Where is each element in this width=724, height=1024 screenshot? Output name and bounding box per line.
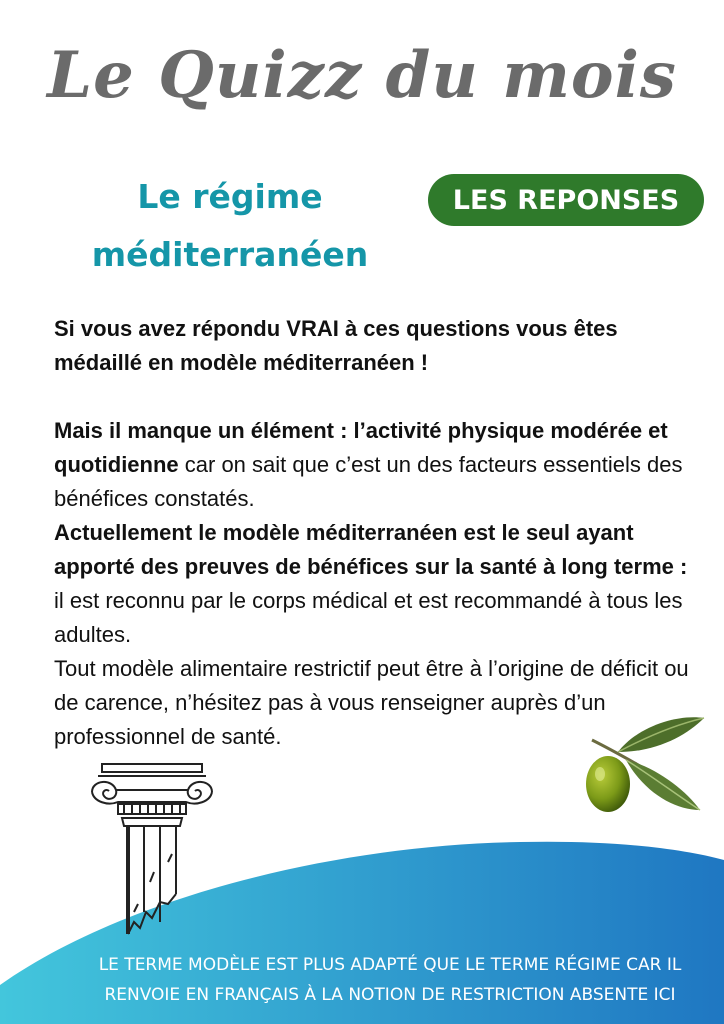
ionic-column-illustration <box>88 762 218 942</box>
answers-badge: LES REPONSES <box>428 174 704 226</box>
page-title: Le Quizz du mois <box>47 38 677 113</box>
subtitle-line-1: Le régime <box>137 177 323 216</box>
paragraph-3-bold: Actuellement le modèle méditerranéen est le seul ayant apporté des preuves de bénéfices sur la santé à long terme : <box>54 520 688 579</box>
footer-note <box>60 950 720 1010</box>
paragraph-3-rest: il est reconnu par le corps médical et est recommandé à tous les adultes. <box>54 588 683 647</box>
subtitle-line-2: méditerranéen <box>91 235 369 274</box>
olive-branch-illustration <box>578 706 718 826</box>
paragraph-2-bold: Mais il manque un élément : l’activité physique modérée et quotidienne <box>54 418 668 477</box>
paragraph-1-bold: Si vous avez répondu VRAI à ces questions vous êtes médaillé en modèle méditerranéen ! <box>54 316 618 375</box>
footer-line-2: RENVOIE EN FRANÇAIS À LA NOTION DE RESTRICTION ABSENTE ICI <box>104 985 676 1005</box>
paragraph-2-rest: car on sait que c’est un des facteurs essentiels des bénéfices constatés. <box>54 452 683 511</box>
footer-line-1: LE TERME MODÈLE EST PLUS ADAPTÉ QUE LE TERME RÉGIME CAR IL <box>98 955 682 975</box>
paragraph-4: Tout modèle alimentaire restrictif peut être à l’origine de déficit ou de carence, n’hésitez pas à vous renseigner auprès d’un professionnel de santé. <box>54 656 689 749</box>
